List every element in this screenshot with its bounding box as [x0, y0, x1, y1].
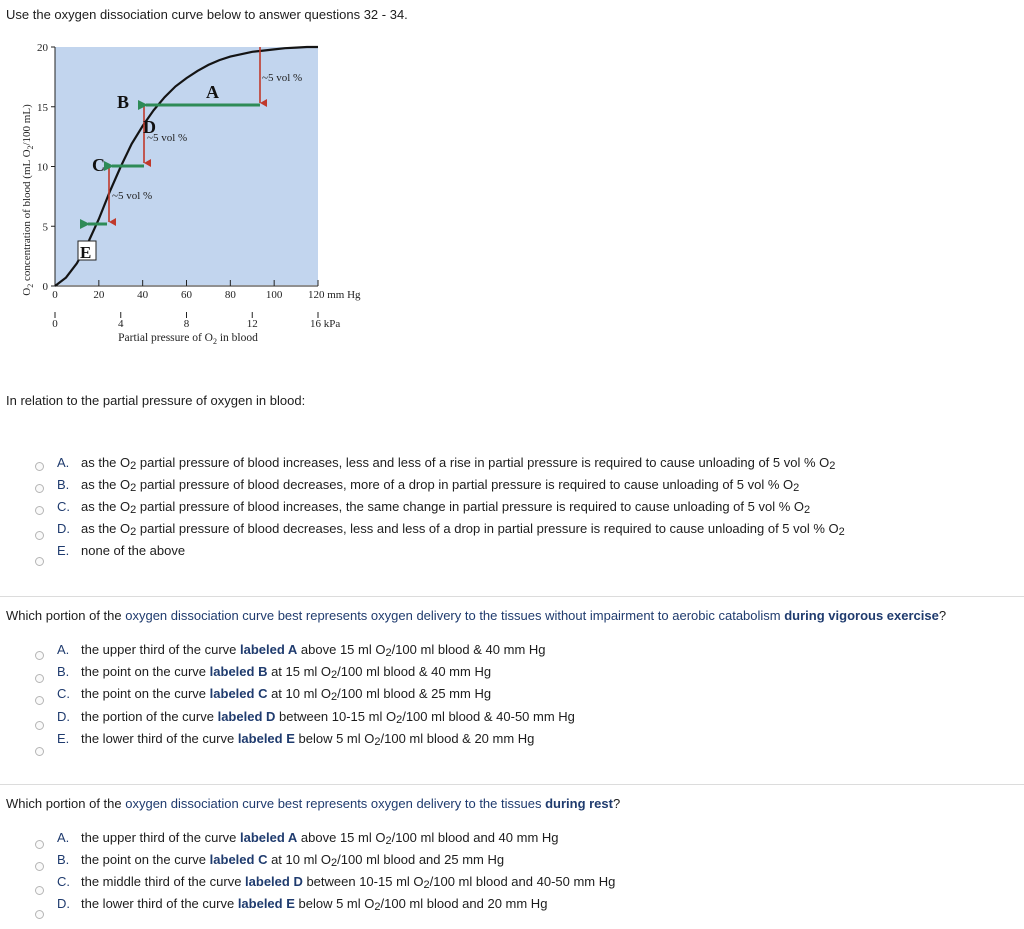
option-text-part: the point on the curve	[81, 664, 210, 679]
option-text-part: /100 ml blood and 40 mm Hg	[391, 830, 559, 845]
subscript: 2	[130, 504, 137, 516]
subscript: 2	[385, 647, 392, 659]
option-letter: A.	[57, 642, 70, 657]
kpa-tick-label: 4	[118, 318, 124, 330]
option-text	[81, 664, 491, 679]
option-text	[81, 709, 575, 724]
intro-text: Use the oxygen dissociation curve below to answer questions 32 - 34.	[6, 7, 408, 22]
q3-radio-a[interactable]	[35, 840, 44, 849]
chart-svg	[0, 30, 400, 350]
kpa-tick-label: 8	[183, 318, 190, 330]
option-text-part: as the O	[81, 455, 131, 470]
option-text-label: labeled C	[209, 686, 268, 701]
q3-prompt-pre: Which portion of the	[6, 796, 126, 811]
option-text-part: /100 ml blood and 25 mm Hg	[337, 852, 505, 867]
subscript: 2	[130, 460, 137, 472]
q2-option[interactable]	[57, 642, 546, 658]
q1-radio-e[interactable]	[35, 557, 44, 566]
option-text-part: at 10 ml O	[267, 686, 332, 701]
q1-radio-d[interactable]	[35, 531, 44, 540]
q2-prompt-pre: Which portion of the	[6, 608, 126, 623]
q2-option[interactable]	[57, 731, 534, 747]
annotation-vol-c: ~5 vol %	[112, 190, 153, 202]
y-tick-label: 10	[37, 161, 48, 174]
x-axis-label: Partial pressure of $O_2$ in blood	[118, 332, 258, 346]
option-text-part: at 15 ml O	[267, 664, 332, 679]
option-text-part: /100 ml blood & 40-50 mm Hg	[402, 709, 575, 724]
option-text-label: labeled E	[237, 731, 295, 746]
q2-prompt-highlight: oxygen dissociation curve best represents oxygen delivery to the tissues without impairment to aerobic catabolism	[125, 608, 781, 623]
option-letter: D.	[57, 709, 70, 724]
y-tick-label: 5	[42, 221, 48, 234]
q2-option[interactable]	[57, 686, 491, 702]
q1-prompt: In relation to the partial pressure of oxygen in blood:	[6, 393, 306, 408]
q3-option[interactable]	[57, 874, 615, 890]
option-text-part: partial pressure of blood increases, the same change in partial pressure is required to cause unloading of 5 vol % O	[136, 499, 804, 514]
q2-radio-e[interactable]	[35, 747, 44, 756]
option-letter: E.	[57, 731, 70, 746]
option-text	[81, 642, 546, 657]
y-tick-label: 0	[42, 281, 48, 293]
option-text-part: at 10 ml O	[267, 852, 332, 867]
y-tick-label: 20	[37, 42, 48, 54]
option-text-label: labeled D	[217, 709, 276, 724]
option-text-label: labeled D	[245, 874, 303, 889]
option-text-label: labeled C	[209, 852, 268, 867]
option-text-part: /100 ml blood & 20 mm Hg	[380, 731, 535, 746]
label-b: B	[117, 92, 130, 112]
subscript: 2	[793, 482, 800, 494]
x-tick-label: 0	[52, 289, 58, 301]
annotation-vol-d: ~5 vol %	[147, 132, 188, 144]
option-text-part: none of the above	[81, 543, 186, 558]
option-text-part: /100 ml blood and 20 mm Hg	[380, 896, 548, 911]
q3-radio-c[interactable]	[35, 886, 44, 895]
x-tick-label: 120 mm Hg	[308, 289, 361, 301]
q2-radio-b[interactable]	[35, 674, 44, 683]
option-text	[81, 874, 615, 889]
q2-radio-c[interactable]	[35, 696, 44, 705]
option-letter: A.	[57, 830, 70, 845]
subscript: 2	[331, 857, 338, 869]
subscript: 2	[374, 736, 381, 748]
kpa-tick-label: 0	[52, 318, 58, 330]
option-letter: B.	[57, 664, 70, 679]
y-tick-label: 15	[37, 101, 48, 114]
subscript: 2	[130, 482, 137, 494]
option-text	[81, 499, 810, 514]
option-text-part: as the O	[81, 477, 131, 492]
option-text	[81, 896, 547, 911]
option-text	[81, 521, 845, 536]
y-axis-label: $O_2$ concentration of blood (mL $O_2/100$ mL)	[21, 104, 35, 296]
x-tick-label: 100	[265, 289, 283, 301]
annotation-vol-a: ~5 vol %	[262, 72, 303, 84]
q3-prompt-highlight: oxygen dissociation curve best represents oxygen delivery to the tissues	[125, 796, 542, 811]
q1-option[interactable]	[57, 455, 835, 471]
q1-radio-b[interactable]	[35, 484, 44, 493]
option-text	[81, 686, 491, 701]
kpa-tick-label: 16 kPa	[310, 318, 341, 330]
label-a: A	[206, 82, 219, 102]
option-text-part: between 10-15 ml O	[275, 709, 397, 724]
q3-option[interactable]	[57, 830, 559, 846]
subscript: 2	[423, 879, 430, 891]
q3-radio-d[interactable]	[35, 910, 44, 919]
subscript: 2	[396, 714, 403, 726]
option-text-part: as the O	[81, 521, 131, 536]
subscript: 2	[803, 504, 811, 516]
option-text-part: partial pressure of blood decreases, more of a drop in partial pressure is required to cause unloading of 5 vol % O	[136, 477, 794, 492]
q1-radio-c[interactable]	[35, 506, 44, 515]
option-text-part: /100 ml blood & 40 mm Hg	[391, 642, 546, 657]
option-text-part: below 5 ml O	[294, 731, 375, 746]
subscript: 2	[829, 460, 836, 472]
option-text-part: the lower third of the curve	[81, 731, 238, 746]
subscript: 2	[331, 691, 338, 703]
option-text-part: between 10-15 ml O	[302, 874, 424, 889]
option-letter: B.	[57, 477, 70, 492]
label-d: D	[143, 117, 156, 137]
option-text-part: above 15 ml O	[297, 642, 386, 657]
q2-prompt-end: ?	[938, 608, 947, 623]
q2-radio-d[interactable]	[35, 721, 44, 730]
option-text-part: the middle third of the curve	[81, 874, 246, 889]
option-text-part: the point on the curve	[81, 852, 210, 867]
option-text-part: the lower third of the curve	[81, 896, 238, 911]
option-text	[81, 543, 185, 558]
option-letter: D.	[57, 896, 70, 911]
option-letter: C.	[57, 874, 70, 889]
subscript: 2	[130, 526, 137, 538]
label-c: C	[92, 155, 105, 175]
q1-option[interactable]	[57, 499, 810, 515]
option-text	[81, 477, 799, 492]
divider-2	[0, 784, 1024, 785]
option-text-part: the upper third of the curve	[81, 642, 240, 657]
option-text-part: the point on the curve	[81, 686, 210, 701]
q3-prompt-bold: during rest	[541, 796, 613, 811]
q3-prompt-end: ?	[612, 796, 621, 811]
option-text-part: below 5 ml O	[294, 896, 375, 911]
q3-option[interactable]	[57, 896, 547, 912]
option-text	[81, 731, 534, 746]
label-e: E	[80, 243, 92, 262]
option-letter: A.	[57, 455, 70, 470]
q3-prompt	[6, 796, 620, 811]
kpa-tick-label: 12	[246, 318, 258, 330]
option-text-part: the upper third of the curve	[81, 830, 240, 845]
subscript: 2	[374, 901, 381, 913]
option-text-part: /100 ml blood and 40-50 mm Hg	[429, 874, 616, 889]
option-text-part: partial pressure of blood increases, less and less of a rise in partial pressure is required to cause unloading of 5 vol % O	[136, 455, 830, 470]
option-text-label: labeled A	[239, 642, 298, 657]
option-text-part: /100 ml blood & 40 mm Hg	[337, 664, 492, 679]
option-letter: B.	[57, 852, 70, 867]
x-tick-label: 80	[224, 289, 236, 301]
x-tick-label: 20	[93, 289, 105, 301]
q1-option[interactable]	[57, 477, 799, 493]
q2-prompt-bold: during vigorous exercise	[780, 608, 939, 623]
q1-option[interactable]	[57, 543, 185, 559]
option-text-part: as the O	[81, 499, 131, 514]
subscript: 2	[331, 669, 338, 681]
option-text	[81, 830, 559, 845]
option-text	[81, 455, 835, 470]
q2-option[interactable]	[57, 709, 575, 725]
option-letter: C.	[57, 686, 70, 701]
subscript: 2	[385, 835, 392, 847]
q2-option[interactable]	[57, 664, 491, 680]
option-text-part: /100 ml blood & 25 mm Hg	[337, 686, 492, 701]
option-letter: D.	[57, 521, 70, 536]
option-text-label: labeled E	[237, 896, 295, 911]
subscript: 2	[838, 526, 845, 538]
option-text	[81, 852, 504, 867]
option-text-part: partial pressure of blood decreases, less and less of a drop in partial pressure is required to cause unloading of 5 vol % O	[136, 521, 839, 536]
x-tick-label: 40	[137, 289, 149, 301]
q1-option[interactable]	[57, 521, 845, 537]
q2-radio-a[interactable]	[35, 651, 44, 660]
q1-radio-a[interactable]	[35, 462, 44, 471]
option-letter: C.	[57, 499, 70, 514]
option-letter: E.	[57, 543, 70, 558]
option-text-part: above 15 ml O	[297, 830, 386, 845]
option-text-part: the portion of the curve	[81, 709, 218, 724]
divider-1	[0, 596, 1024, 597]
option-text-label: labeled A	[239, 830, 298, 845]
q3-radio-b[interactable]	[35, 862, 44, 871]
q2-prompt	[6, 608, 946, 623]
q3-option[interactable]	[57, 852, 504, 868]
x-tick-label: 60	[181, 289, 192, 301]
option-text-label: labeled B	[209, 664, 268, 679]
oxygen-dissociation-chart	[0, 30, 400, 350]
